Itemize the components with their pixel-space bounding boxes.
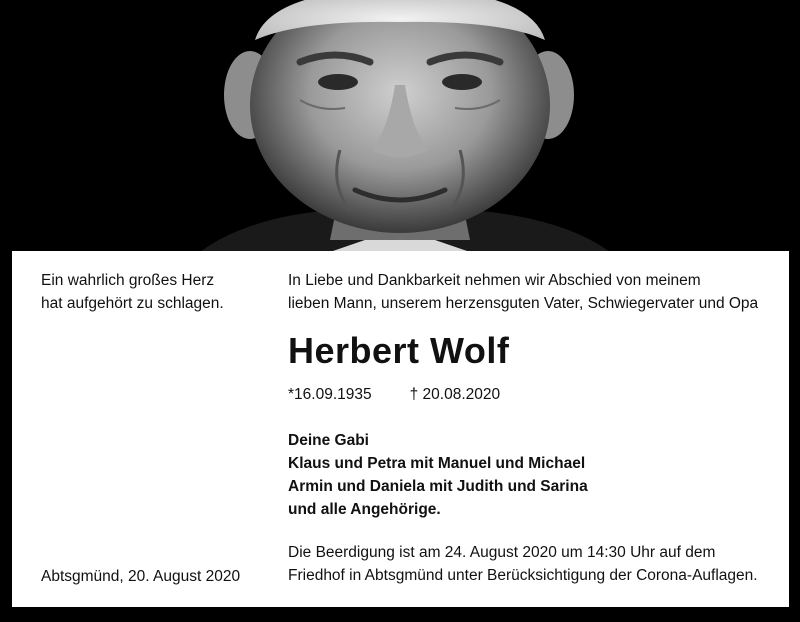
motto-line: hat aufgehört zu schlagen.: [41, 295, 224, 312]
death-date: † 20.08.2020: [409, 386, 501, 403]
family-line: Klaus und Petra mit Manuel und Michael: [288, 455, 586, 472]
motto-line: Ein wahrlich großes Herz: [41, 272, 215, 289]
burial-line: Friedhof in Abtsgmünd unter Berücksichtigung der Corona-Auflagen.: [288, 567, 758, 584]
life-dates: [288, 383, 500, 406]
family-line: Armin und Daniela mit Judith und Sarina: [288, 478, 588, 495]
burial-notice: [288, 541, 783, 587]
family-line: und alle Angehörige.: [288, 501, 441, 518]
deceased-name: Herbert Wolf: [288, 330, 510, 371]
motto: [41, 269, 271, 315]
birth-date: *16.09.1935: [288, 386, 372, 403]
portrait-photo: [0, 0, 800, 252]
burial-line: Die Beerdigung ist am 24. August 2020 um 14:30 Uhr auf dem: [288, 544, 716, 561]
family-line: Deine Gabi: [288, 432, 369, 449]
intro-line: In Liebe und Dankbarkeit nehmen wir Abschied von meinem: [288, 272, 701, 289]
family-list: [288, 429, 588, 521]
intro-text: [288, 269, 783, 315]
obituary-card: [12, 251, 789, 607]
portrait-image: [0, 0, 800, 252]
intro-line: lieben Mann, unserem herzensguten Vater, Schwiegervater und Opa: [288, 295, 759, 312]
place-date: Abtsgmünd, 20. August 2020: [41, 568, 241, 585]
